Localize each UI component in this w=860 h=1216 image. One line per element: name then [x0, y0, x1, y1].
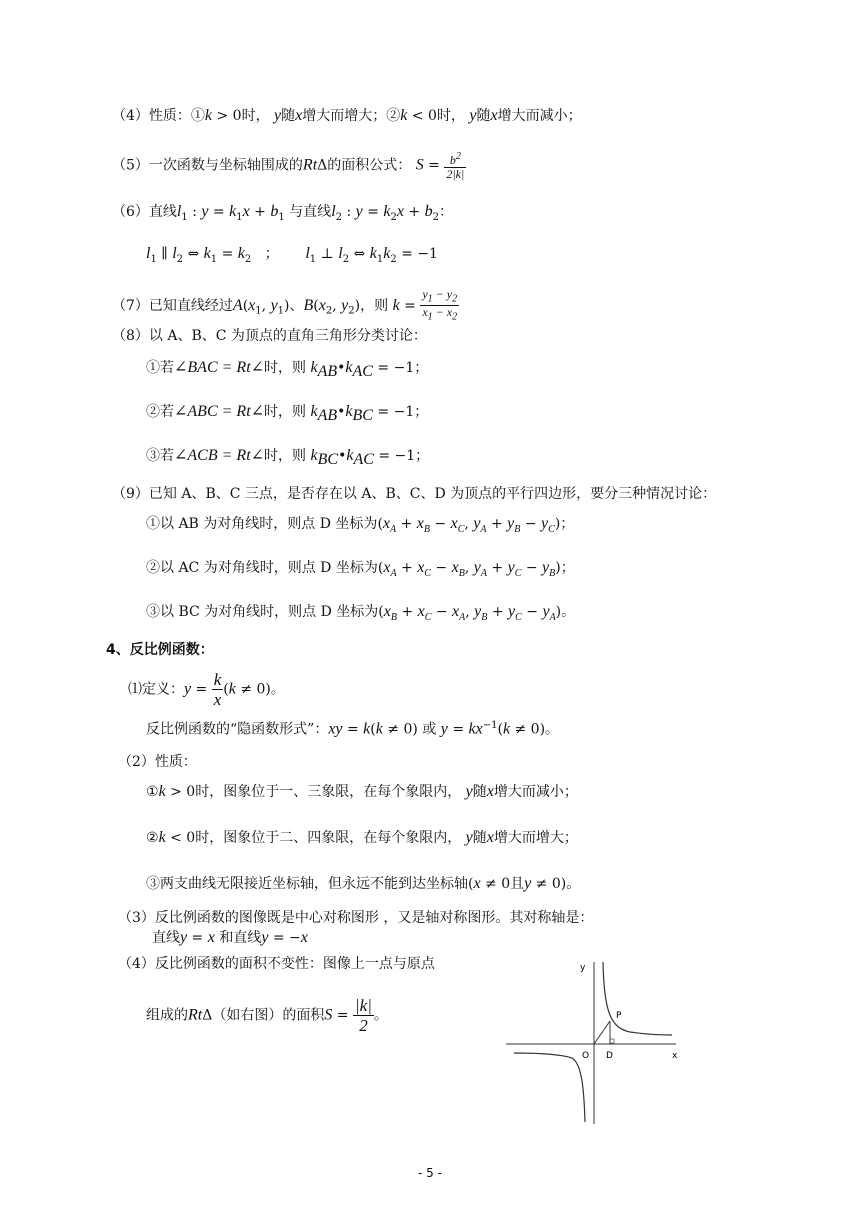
right-angle-mark — [610, 1039, 614, 1043]
section-title: 4、反比例函数： — [106, 642, 214, 658]
branch-third-quadrant — [514, 1053, 585, 1122]
property-2: ②k < 0时，图象位于二、四象限，在每个象限内， y随x增大而增大； — [146, 829, 578, 846]
page-number: - 5 - — [418, 1166, 442, 1180]
branch-first-quadrant — [603, 962, 672, 1035]
label-x: x — [672, 1051, 678, 1061]
label-D: D — [606, 1051, 613, 1061]
hyperbola-graph — [500, 950, 700, 1130]
area-formula: 组成的RtΔ（如右图）的面积S = $\frac{|k|}{2}$ 。 — [146, 996, 388, 1035]
symmetry-axes: 直线y = x 和直线y = −x — [152, 929, 308, 946]
segment-OP — [594, 1021, 610, 1044]
item-8-3: ③若∠ACB = Rt∠时，则 $k_{BC}•k_{AC} = -1$； — [146, 447, 430, 468]
label-y: y — [580, 963, 586, 973]
item-7: （7）已知直线经过$A(x_1$, $y_1$)、$B(x_2$, $y_2$)，则 k = $\frac{y_1 - y_2}{x_1 - x_2}$ — [112, 287, 458, 323]
label-O: O — [582, 1051, 590, 1061]
implicit-form: 反比例函数的“隐函数形式”：xy = k(k ≠ 0) 或 $y = kx^{-1}(k \ne 0)$。 — [146, 720, 560, 738]
area-invariance: （4）反比例函数的面积不变性：图像上一点与原点 — [118, 956, 435, 972]
item-4: （4）性质：①k > 0时， y随x增大而增大；②k < 0时， y随x增大而减小； — [112, 107, 582, 124]
item-8-2: ②若∠ABC = Rt∠时，则 $k_{AB}•k_{BC} = -1$； — [146, 403, 429, 424]
item-9-3: ③以 BC 为对角线时，则点 D 坐标为($x_B + x_C - x_A$, $y_B + y_C - y_A$)。 — [146, 603, 576, 624]
item-9: （9）已知 A、B、C 三点，是否存在以 A、B、C、D 为顶点的平行四边形，要分三种情况讨论： — [112, 486, 717, 502]
item-6-relations: $l_1$ ∥ $l_2$ ⇔ $k_1 = k_2$ ； $l_1$ ⊥ $l_2$ ⇔ $k_1k_2 = -1$ — [146, 245, 438, 265]
property-1: ①k > 0时，图象位于一、三象限，在每个象限内， y随x增大而减小； — [146, 783, 578, 800]
item-9-1: ①以 AB 为对角线时，则点 D 坐标为($x_A + x_B - x_C$, $y_A + y_B - y_C$)； — [146, 515, 575, 536]
item-9-2: ②以 AC 为对角线时，则点 D 坐标为($x_A + x_C - x_B$, $y_A + y_C - y_B$)； — [146, 559, 575, 580]
item-5: （5）一次函数与坐标轴围成的RtΔ的面积公式： S = $\frac{b^2}{2|k|}$ — [112, 151, 465, 181]
property-3: ③两支曲线无限接近坐标轴，但永远不能到达坐标轴(x ≠ 0且y ≠ 0)。 — [146, 875, 581, 892]
label-P: P — [616, 1011, 622, 1021]
item-8: （8）以 A、B、C 为顶点的直角三角形分类讨论： — [112, 328, 427, 344]
item-8-1: ①若∠BAC = Rt∠时，则 $k_{AB}•k_{AC} = -1$； — [146, 359, 429, 380]
definition: ⑴定义：y = $\frac{k}{x}$ (k ≠ 0)。 — [128, 670, 285, 709]
item-6: （6）直线$l_1$ : $y = k_1x + b_1$ 与直线$l_2$ : $y = k_2x + b_2$： — [112, 203, 453, 223]
properties-label: （2）性质： — [118, 754, 197, 770]
symmetry: （3）反比例函数的图像既是中心对称图形 ，又是轴对称图形。其对称轴是： — [118, 910, 594, 926]
